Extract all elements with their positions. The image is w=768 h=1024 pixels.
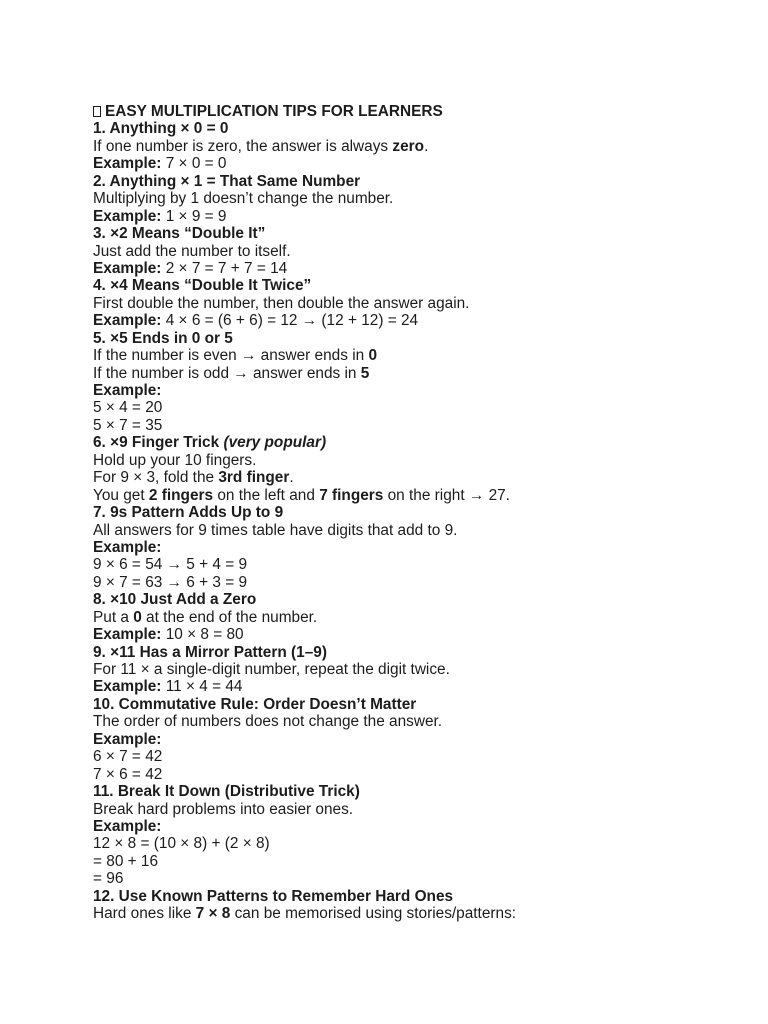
- text-run: 7 × 0 = 0: [161, 155, 227, 173]
- bold-text-run: Example:: [93, 626, 162, 644]
- bold-text-run: EASY MULTIPLICATION TIPS FOR LEARNERS: [105, 103, 443, 120]
- bold-text-run: 1. Anything × 0 = 0: [93, 120, 229, 138]
- text-run: For 11 × a single-digit number, repeat the digit twice.: [93, 661, 450, 678]
- body-text-line: [93, 574, 733, 591]
- text-run: If the number is odd → answer ends in: [93, 364, 361, 382]
- text-run: 1 × 9 = 9: [161, 207, 227, 225]
- bold-text-run: Example:: [93, 817, 162, 835]
- tip-heading: [93, 173, 733, 190]
- text-run: The order of numbers does not change the answer.: [93, 713, 443, 731]
- example-line: [93, 539, 733, 556]
- bold-text-run: 0: [368, 347, 378, 365]
- bold-text-run: 12. Use Known Patterns to Remember Hard Ones: [93, 887, 454, 905]
- tip-heading: [93, 888, 733, 905]
- tip-heading: [93, 591, 733, 608]
- text-run: 6 × 7 = 42: [93, 748, 163, 766]
- text-run: can be memorised using stories/patterns:: [230, 905, 517, 923]
- text-run: 7 × 6 = 42: [93, 765, 163, 783]
- bold-text-run: Example:: [93, 207, 162, 225]
- text-run: 2 × 7 = 7 + 7 = 14: [161, 259, 288, 277]
- bold-text-run: Example:: [93, 155, 162, 173]
- text-run: For 9 × 3, fold the: [93, 469, 219, 487]
- text-run: 12 × 8 = (10 × 8) + (2 × 8): [93, 835, 270, 853]
- text-run: = 96: [93, 870, 124, 888]
- body-text-line: [93, 295, 733, 312]
- text-run: 11 × 4 = 44: [161, 678, 243, 696]
- example-line: [93, 260, 733, 277]
- tip-heading: [93, 277, 733, 294]
- text-run: 5 × 4 = 20: [93, 399, 163, 417]
- bold-text-run: Example:: [93, 678, 162, 696]
- missing-glyph-box-icon: [93, 106, 101, 117]
- text-run: All answers for 9 times table have digits that add to 9.: [93, 521, 458, 539]
- body-text-line: [93, 835, 733, 852]
- body-text-line: [93, 190, 733, 207]
- body-text-line: [93, 801, 733, 818]
- example-line: [93, 155, 733, 172]
- text-run: on the left and: [213, 486, 320, 504]
- bold-text-run: 7 × 8: [195, 905, 231, 923]
- tip-heading: [93, 120, 733, 137]
- example-line: [93, 312, 733, 329]
- body-text-line: [93, 713, 733, 730]
- example-line: [93, 382, 733, 399]
- body-text-line: [93, 138, 733, 155]
- tip-heading: [93, 434, 733, 451]
- body-text-line: [93, 870, 733, 887]
- bold-text-run: 5: [360, 364, 370, 382]
- body-text-line: [93, 748, 733, 765]
- text-run: Break hard problems into easier ones.: [93, 800, 354, 818]
- body-text-line: [93, 347, 733, 364]
- example-line: [93, 731, 733, 748]
- tip-heading: [93, 504, 733, 521]
- text-run: .: [289, 469, 294, 487]
- example-line: [93, 208, 733, 225]
- example-line: [93, 626, 733, 643]
- bold-text-run: 11. Break It Down (Distributive Trick): [93, 783, 360, 801]
- tip-heading: [93, 783, 733, 800]
- text-run: at the end of the number.: [141, 608, 318, 626]
- bold-text-run: Example:: [93, 382, 162, 399]
- text-run: .: [424, 137, 429, 155]
- body-text-line: [93, 905, 733, 922]
- tip-heading: [93, 696, 733, 713]
- text-run: = 80 + 16: [93, 852, 159, 870]
- body-text-line: [93, 766, 733, 783]
- text-run: If one number is zero, the answer is always: [93, 137, 393, 155]
- bold-text-run: Example:: [93, 312, 162, 330]
- body-text-line: [93, 661, 733, 678]
- body-text-line: [93, 399, 733, 416]
- tip-heading: [93, 225, 733, 242]
- bold-text-run: 0: [133, 608, 142, 626]
- text-run: If the number is even → answer ends in: [93, 347, 369, 365]
- tip-heading: [93, 644, 733, 661]
- bold-text-run: 4. ×4 Means “Double It Twice”: [93, 277, 312, 295]
- text-run: Hold up your 10 fingers.: [93, 451, 257, 469]
- bold-text-run: 3. ×2 Means “Double It”: [93, 225, 266, 243]
- text-run: on the right → 27.: [383, 486, 510, 504]
- bold-text-run: 8. ×10 Just Add a Zero: [93, 591, 257, 609]
- text-run: Multiplying by 1 doesn’t change the number.: [93, 190, 394, 208]
- text-run: 9 × 6 = 54 → 5 + 4 = 9: [93, 556, 248, 574]
- text-run: You get: [93, 486, 149, 504]
- example-line: [93, 818, 733, 835]
- body-text-line: [93, 556, 733, 573]
- body-text-line: [93, 522, 733, 539]
- text-run: 5 × 7 = 35: [93, 416, 163, 434]
- body-text-line: [93, 417, 733, 434]
- text-run: 10 × 8 = 80: [161, 626, 244, 644]
- bold-text-run: 6. ×9 Finger Trick: [93, 434, 224, 452]
- bold-text-run: (very popular): [223, 434, 327, 452]
- bold-text-run: 7 fingers: [319, 486, 384, 504]
- bold-text-run: 9. ×11 Has a Mirror Pattern (1–9): [93, 643, 327, 661]
- bold-text-run: zero: [392, 137, 425, 155]
- body-text-line: [93, 853, 733, 870]
- bold-text-run: 3rd finger: [218, 469, 290, 487]
- body-text-line: [93, 469, 733, 486]
- document-body: [93, 103, 733, 923]
- bold-text-run: Example:: [93, 259, 162, 277]
- bold-text-run: 7. 9s Pattern Adds Up to 9: [93, 504, 284, 522]
- bold-text-run: 2 fingers: [148, 486, 214, 504]
- text-run: First double the number, then double the answer again.: [93, 294, 470, 312]
- bold-text-run: 10. Commutative Rule: Order Doesn’t Matter: [93, 695, 417, 713]
- text-run: 4 × 6 = (6 + 6) = 12 → (12 + 12) = 24: [161, 312, 419, 330]
- document-title: [93, 103, 733, 120]
- body-text-line: [93, 243, 733, 260]
- text-run: Hard ones like: [93, 905, 196, 923]
- text-run: Just add the number to itself.: [93, 242, 291, 260]
- body-text-line: [93, 452, 733, 469]
- body-text-line: [93, 487, 733, 504]
- text-run: 9 × 7 = 63 → 6 + 3 = 9: [93, 573, 248, 591]
- bold-text-run: Example:: [93, 538, 162, 556]
- example-line: [93, 678, 733, 695]
- body-text-line: [93, 609, 733, 626]
- text-run: Put a: [93, 608, 134, 626]
- bold-text-run: 2. Anything × 1 = That Same Number: [93, 172, 361, 190]
- body-text-line: [93, 365, 733, 382]
- tip-heading: [93, 330, 733, 347]
- bold-text-run: Example:: [93, 730, 162, 748]
- bold-text-run: 5. ×5 Ends in 0 or 5: [93, 329, 233, 347]
